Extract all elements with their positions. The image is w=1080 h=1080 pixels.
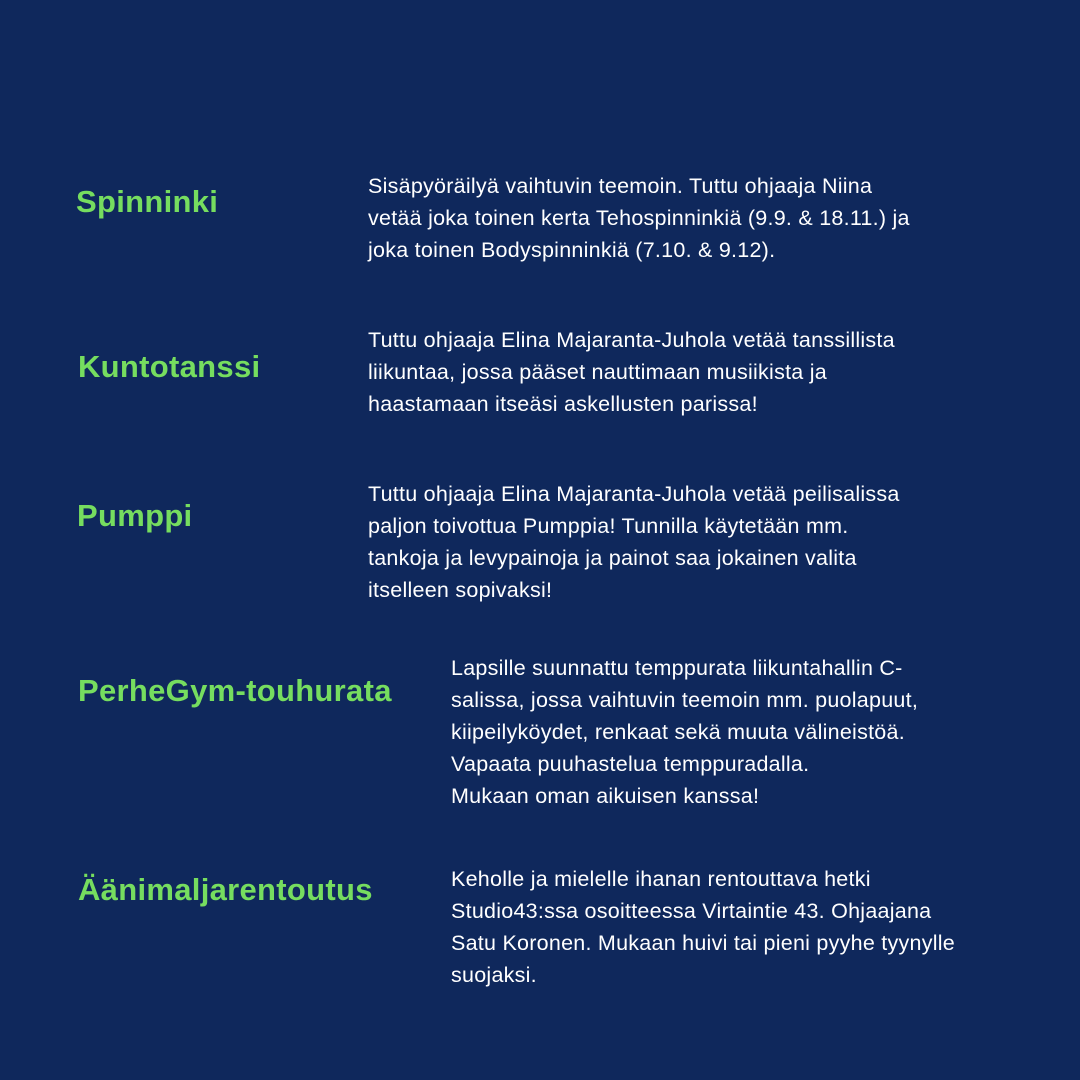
activity-title-kuntotanssi: Kuntotanssi	[78, 349, 261, 384]
activity-description-kuntotanssi: Tuttu ohjaaja Elina Majaranta-Juhola vetää tanssillista liikuntaa, jossa pääset nauttimaan musiikista ja haastamaan itseäsi askellusten parissa!	[368, 328, 895, 416]
activity-title-aanimaljarentoutus: Äänimaljarentoutus	[78, 872, 373, 907]
activity-title-spinninki: Spinninki	[76, 184, 219, 219]
activity-description-spinninki: Sisäpyöräilyä vaihtuvin teemoin. Tuttu ohjaaja Niina vetää joka toinen kerta Tehospinninkiä (9.9. & 18.11.) ja joka toinen Bodyspinninkiä (7.10. & 9.12).	[368, 174, 910, 262]
activity-description-aanimaljarentoutus: Keholle ja mielelle ihanan rentouttava hetki Studio43:ssa osoitteessa Virtaintie 43. Ohjaajana Satu Koronen. Mukaan huivi tai pieni pyyhe tyynylle suojaksi.	[451, 867, 955, 987]
activity-title-perhegym-touhurata: PerheGym-touhurata	[78, 673, 392, 708]
activity-description-pumppi: Tuttu ohjaaja Elina Majaranta-Juhola vetää peilisalissa paljon toivottua Pumppia! Tunnilla käytetään mm. tankoja ja levypainoja ja painot saa jokainen valita itselleen sopivaksi!	[368, 482, 900, 602]
activity-title-pumppi: Pumppi	[77, 498, 193, 533]
activity-description-perhegym-touhurata: Lapsille suunnattu temppurata liikuntahallin C- salissa, jossa vaihtuvin teemoin mm. puolapuut, kiipeilyköydet, renkaat sekä muuta välineistöä. Vapaata puuhastelua temppuradalla. Mukaan oman aikuisen kanssa!	[451, 656, 919, 808]
